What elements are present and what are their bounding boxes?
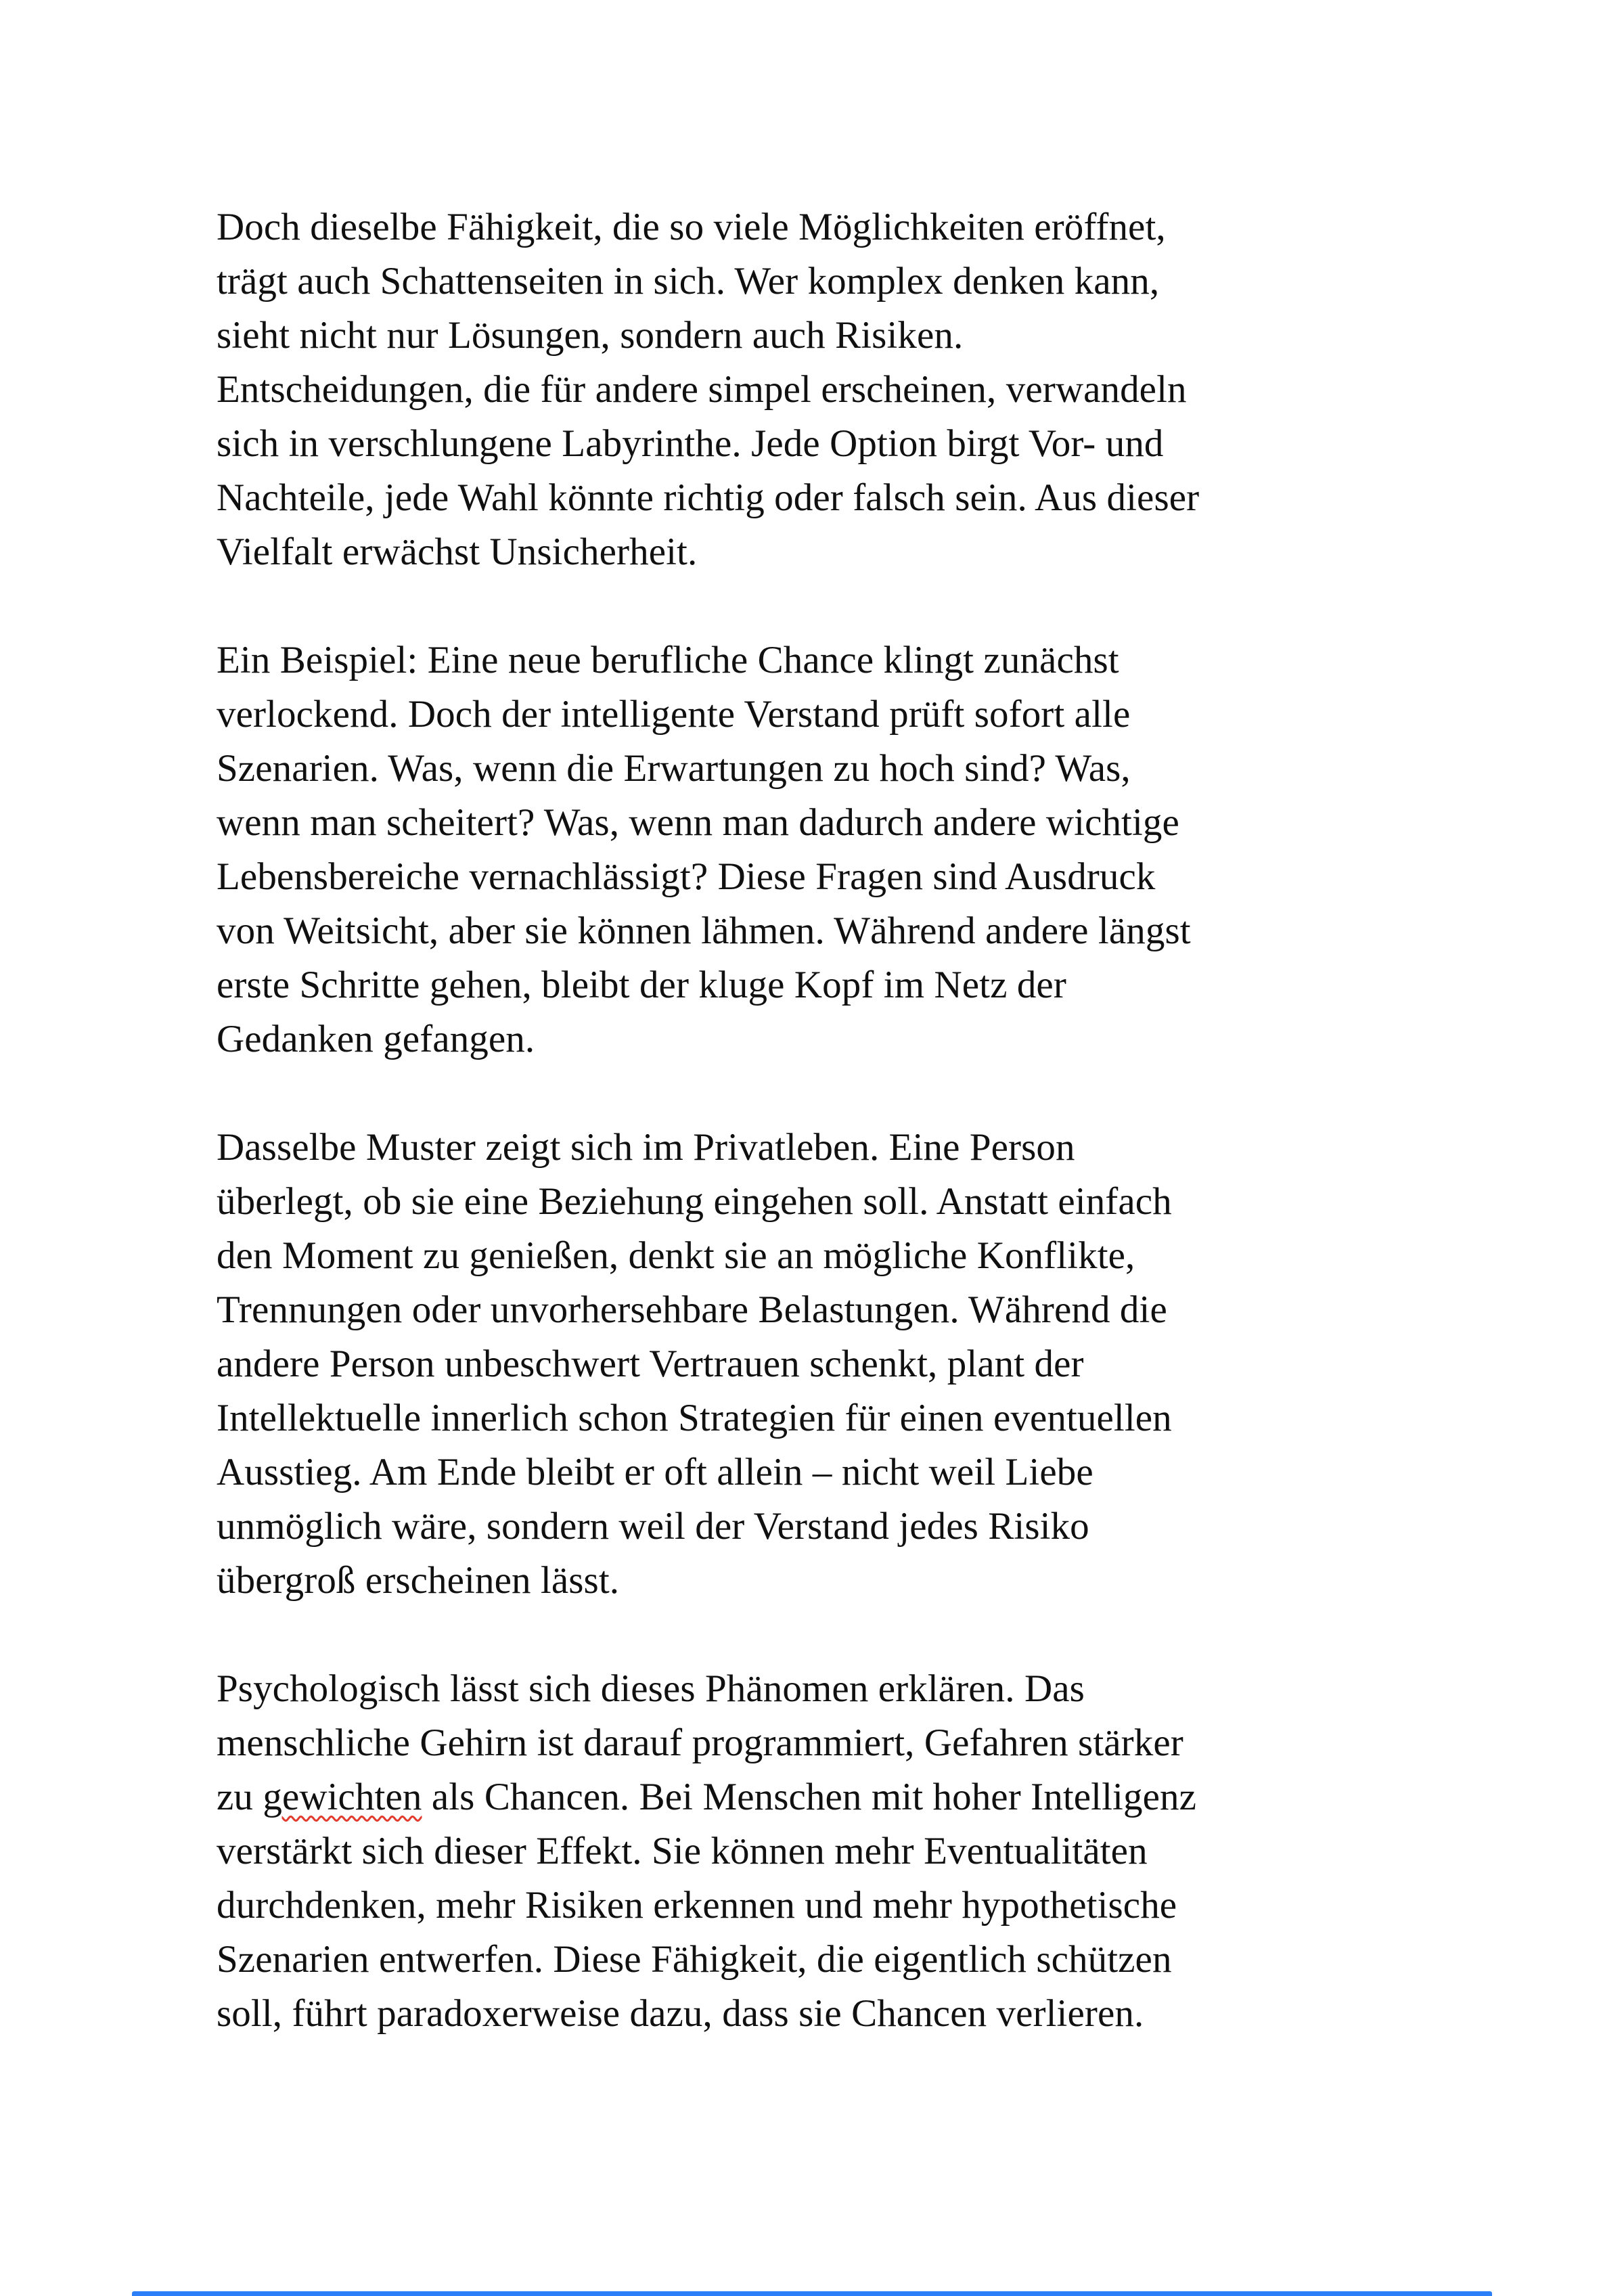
text-line[interactable]: übergroß erscheinen lässt. [217, 1559, 620, 1602]
misspelled-word[interactable]: gewichten [263, 1776, 422, 1818]
paragraph [217, 1662, 1462, 2041]
text-line[interactable]: sieht nicht nur Lösungen, sondern auch Risiken. [217, 314, 964, 357]
text-line[interactable]: soll, führt paradoxerweise dazu, dass sie Chancen verlieren. [217, 1992, 1144, 2035]
text-area[interactable] [217, 200, 1462, 2041]
text-line[interactable]: Szenarien entwerfen. Diese Fähigkeit, die eigentlich schützen [217, 1938, 1172, 1981]
text-line[interactable]: überlegt, ob sie eine Beziehung eingehen soll. Anstatt einfach [217, 1180, 1172, 1223]
window-bottom-edge [132, 2291, 1492, 2296]
text-line[interactable]: Ausstieg. Am Ende bleibt er oft allein – nicht weil Liebe [217, 1451, 1093, 1493]
text-line[interactable]: unmöglich wäre, sondern weil der Verstand jedes Risiko [217, 1505, 1089, 1548]
text-line[interactable]: verstärkt sich dieser Effekt. Sie können mehr Eventualitäten [217, 1830, 1148, 1872]
text-line[interactable]: verlockend. Doch der intelligente Verstand prüft sofort alle [217, 693, 1131, 736]
text-line[interactable]: Gedanken gefangen. [217, 1018, 535, 1060]
text-segment: als Chancen. Bei Menschen mit hoher Intelligenz [422, 1776, 1196, 1818]
text-line[interactable]: sich in verschlungene Labyrinthe. Jede Option birgt Vor- und [217, 422, 1164, 465]
text-line[interactable]: Intellektuelle innerlich schon Strategien für einen eventuellen [217, 1397, 1172, 1439]
text-line[interactable]: wenn man scheitert? Was, wenn man dadurch andere wichtige [217, 801, 1179, 844]
text-line[interactable]: trägt auch Schattenseiten in sich. Wer komplex denken kann, [217, 260, 1160, 302]
paragraph [217, 633, 1462, 1066]
text-line-with-spellcheck[interactable] [217, 1770, 1462, 1824]
text-line[interactable]: erste Schritte gehen, bleibt der kluge Kopf im Netz der [217, 964, 1066, 1006]
text-line[interactable]: andere Person unbeschwert Vertrauen schenkt, plant der [217, 1343, 1084, 1385]
text-line[interactable]: Doch dieselbe Fähigkeit, die so viele Möglichkeiten eröffnet, [217, 206, 1166, 248]
text-line[interactable]: durchdenken, mehr Risiken erkennen und mehr hypothetische [217, 1884, 1177, 1927]
paragraph [217, 200, 1462, 579]
paragraph [217, 1121, 1462, 1608]
text-line[interactable]: Psychologisch lässt sich dieses Phänomen erklären. Das [217, 1667, 1085, 1710]
text-line[interactable]: Ein Beispiel: Eine neue berufliche Chance klingt zunächst [217, 639, 1119, 681]
text-line[interactable]: von Weitsicht, aber sie können lähmen. Während andere längst [217, 909, 1191, 952]
text-line[interactable]: Szenarien. Was, wenn die Erwartungen zu hoch sind? Was, [217, 747, 1131, 790]
text-segment: zu [217, 1776, 263, 1818]
text-line[interactable]: menschliche Gehirn ist darauf programmiert, Gefahren stärker [217, 1721, 1183, 1764]
text-line[interactable]: Entscheidungen, die für andere simpel erscheinen, verwandeln [217, 368, 1187, 411]
text-line[interactable]: Trennungen oder unvorhersehbare Belastungen. Während die [217, 1288, 1167, 1331]
text-line[interactable]: Vielfalt erwächst Unsicherheit. [217, 531, 698, 573]
text-line[interactable]: Nachteile, jede Wahl könnte richtig oder falsch sein. Aus dieser [217, 476, 1200, 519]
text-line[interactable]: den Moment zu genießen, denkt sie an mögliche Konflikte, [217, 1234, 1135, 1277]
text-line[interactable]: Lebensbereiche vernachlässigt? Diese Fragen sind Ausdruck [217, 855, 1156, 898]
text-line[interactable]: Dasselbe Muster zeigt sich im Privatleben. Eine Person [217, 1126, 1075, 1169]
